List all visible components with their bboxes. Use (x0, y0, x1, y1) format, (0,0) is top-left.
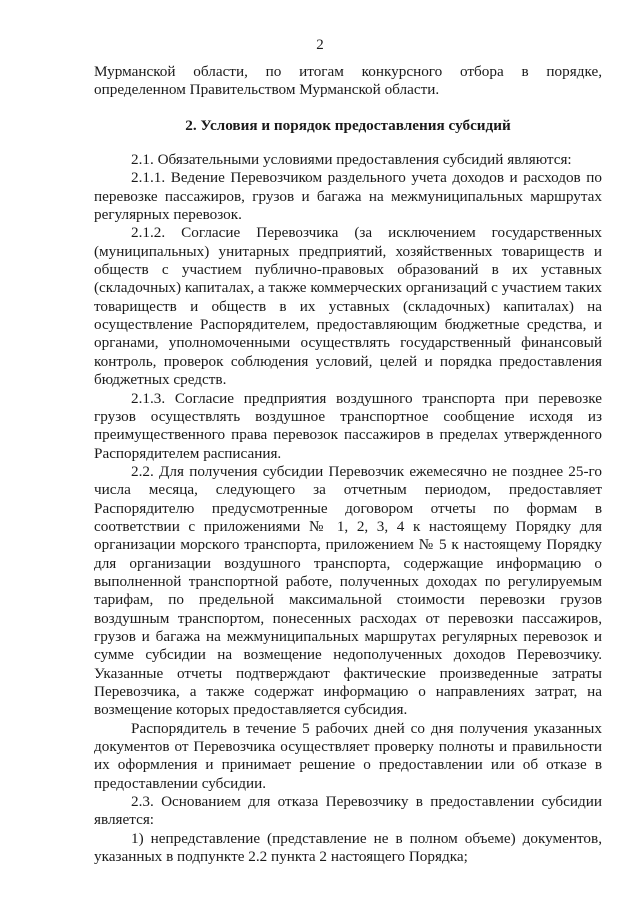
paragraph-2-1-2: 2.1.2. Согласие Перевозчика (за исключением государственных (муниципальных) унитарных предприятий, хозяйственных товариществ и обществ с участием публично-правовых образований в их уставных (складочных) капиталах, а также коммерческих организаций с участием таких товариществ и обществ в их уставных (складочных) капиталах) на осуществление Распорядителем, предоставляющим бюджетные средства, и органами, уполномоченными осуществлять государственный финансовый контроль, проверок соблюдения условий, целей и порядка предоставления бюджетных средств. (94, 224, 602, 389)
page-number: 2 (316, 37, 324, 53)
paragraph-distributor-review: Распорядитель в течение 5 рабочих дней со дня получения указанных документов от Перевозчика осуществляет проверку полноты и правильности их оформления и принимает решение о предоставлении или об отказе в предоставлении субсидии. (94, 719, 602, 792)
intro-line-1: Мурманской области, по итогам конкурсного отбора в порядке, (94, 63, 602, 80)
intro-paragraph (94, 63, 602, 100)
paragraph-2-3: 2.3. Основанием для отказа Перевозчику в предоставлении субсидии является: (94, 793, 602, 829)
document-body (94, 63, 602, 866)
section-title: 2. Условия и порядок предоставления субсидий (185, 116, 511, 134)
intro-line-2: определенном Правительством Мурманской области. (94, 81, 440, 99)
paragraph-2-1: 2.1. Обязательными условиями предоставления субсидий являются: (131, 151, 572, 169)
paragraph-2-1-1: 2.1.1. Ведение Перевозчиком раздельного учета доходов и расходов по перевозке пассажиров, грузов и багажа на межмуниципальных маршрутах регулярных перевозок. (94, 169, 602, 224)
paragraph-2-1-3: 2.1.3. Согласие предприятия воздушного транспорта при перевозке грузов осуществлять воздушное транспортное сообщение исходя из преимущественного права перевозок пассажиров в пределах утвержденного Распорядителем расписания. (94, 389, 602, 462)
paragraph-2-2: 2.2. Для получения субсидии Перевозчик ежемесячно не позднее 25-го числа месяца, следующего за отчетным периодом, предоставляет Распорядителю предусмотренные договором отчеты по формам в соответствии с приложениями № 1, 2, 3, 4 к настоящему Порядку для организации морского транспорта, приложением № 5 к настоящему Порядку для организации воздушного транспорта, содержащие информацию о выполненной транспортной работе, полученных доходах по регулируемым тарифам, по предельной максимальной стоимости перевозки грузов воздушным транспортом, понесенных расходах от перевозки пассажиров, грузов и багажа на межмуниципальных маршрутах регулярных перевозок и сумме субсидии на возмещение недополученных доходов Перевозчику. Указанные отчеты подтверждают фактические произведенные затраты Перевозчика, а также содержат информацию о направлениях затрат, на возмещение которых предоставляется субсидия. (94, 462, 602, 719)
paragraph-2-3-item-1: 1) непредставление (представление не в полном объеме) документов, указанных в подпункте 2.2 пункта 2 настоящего Порядка; (94, 829, 602, 866)
